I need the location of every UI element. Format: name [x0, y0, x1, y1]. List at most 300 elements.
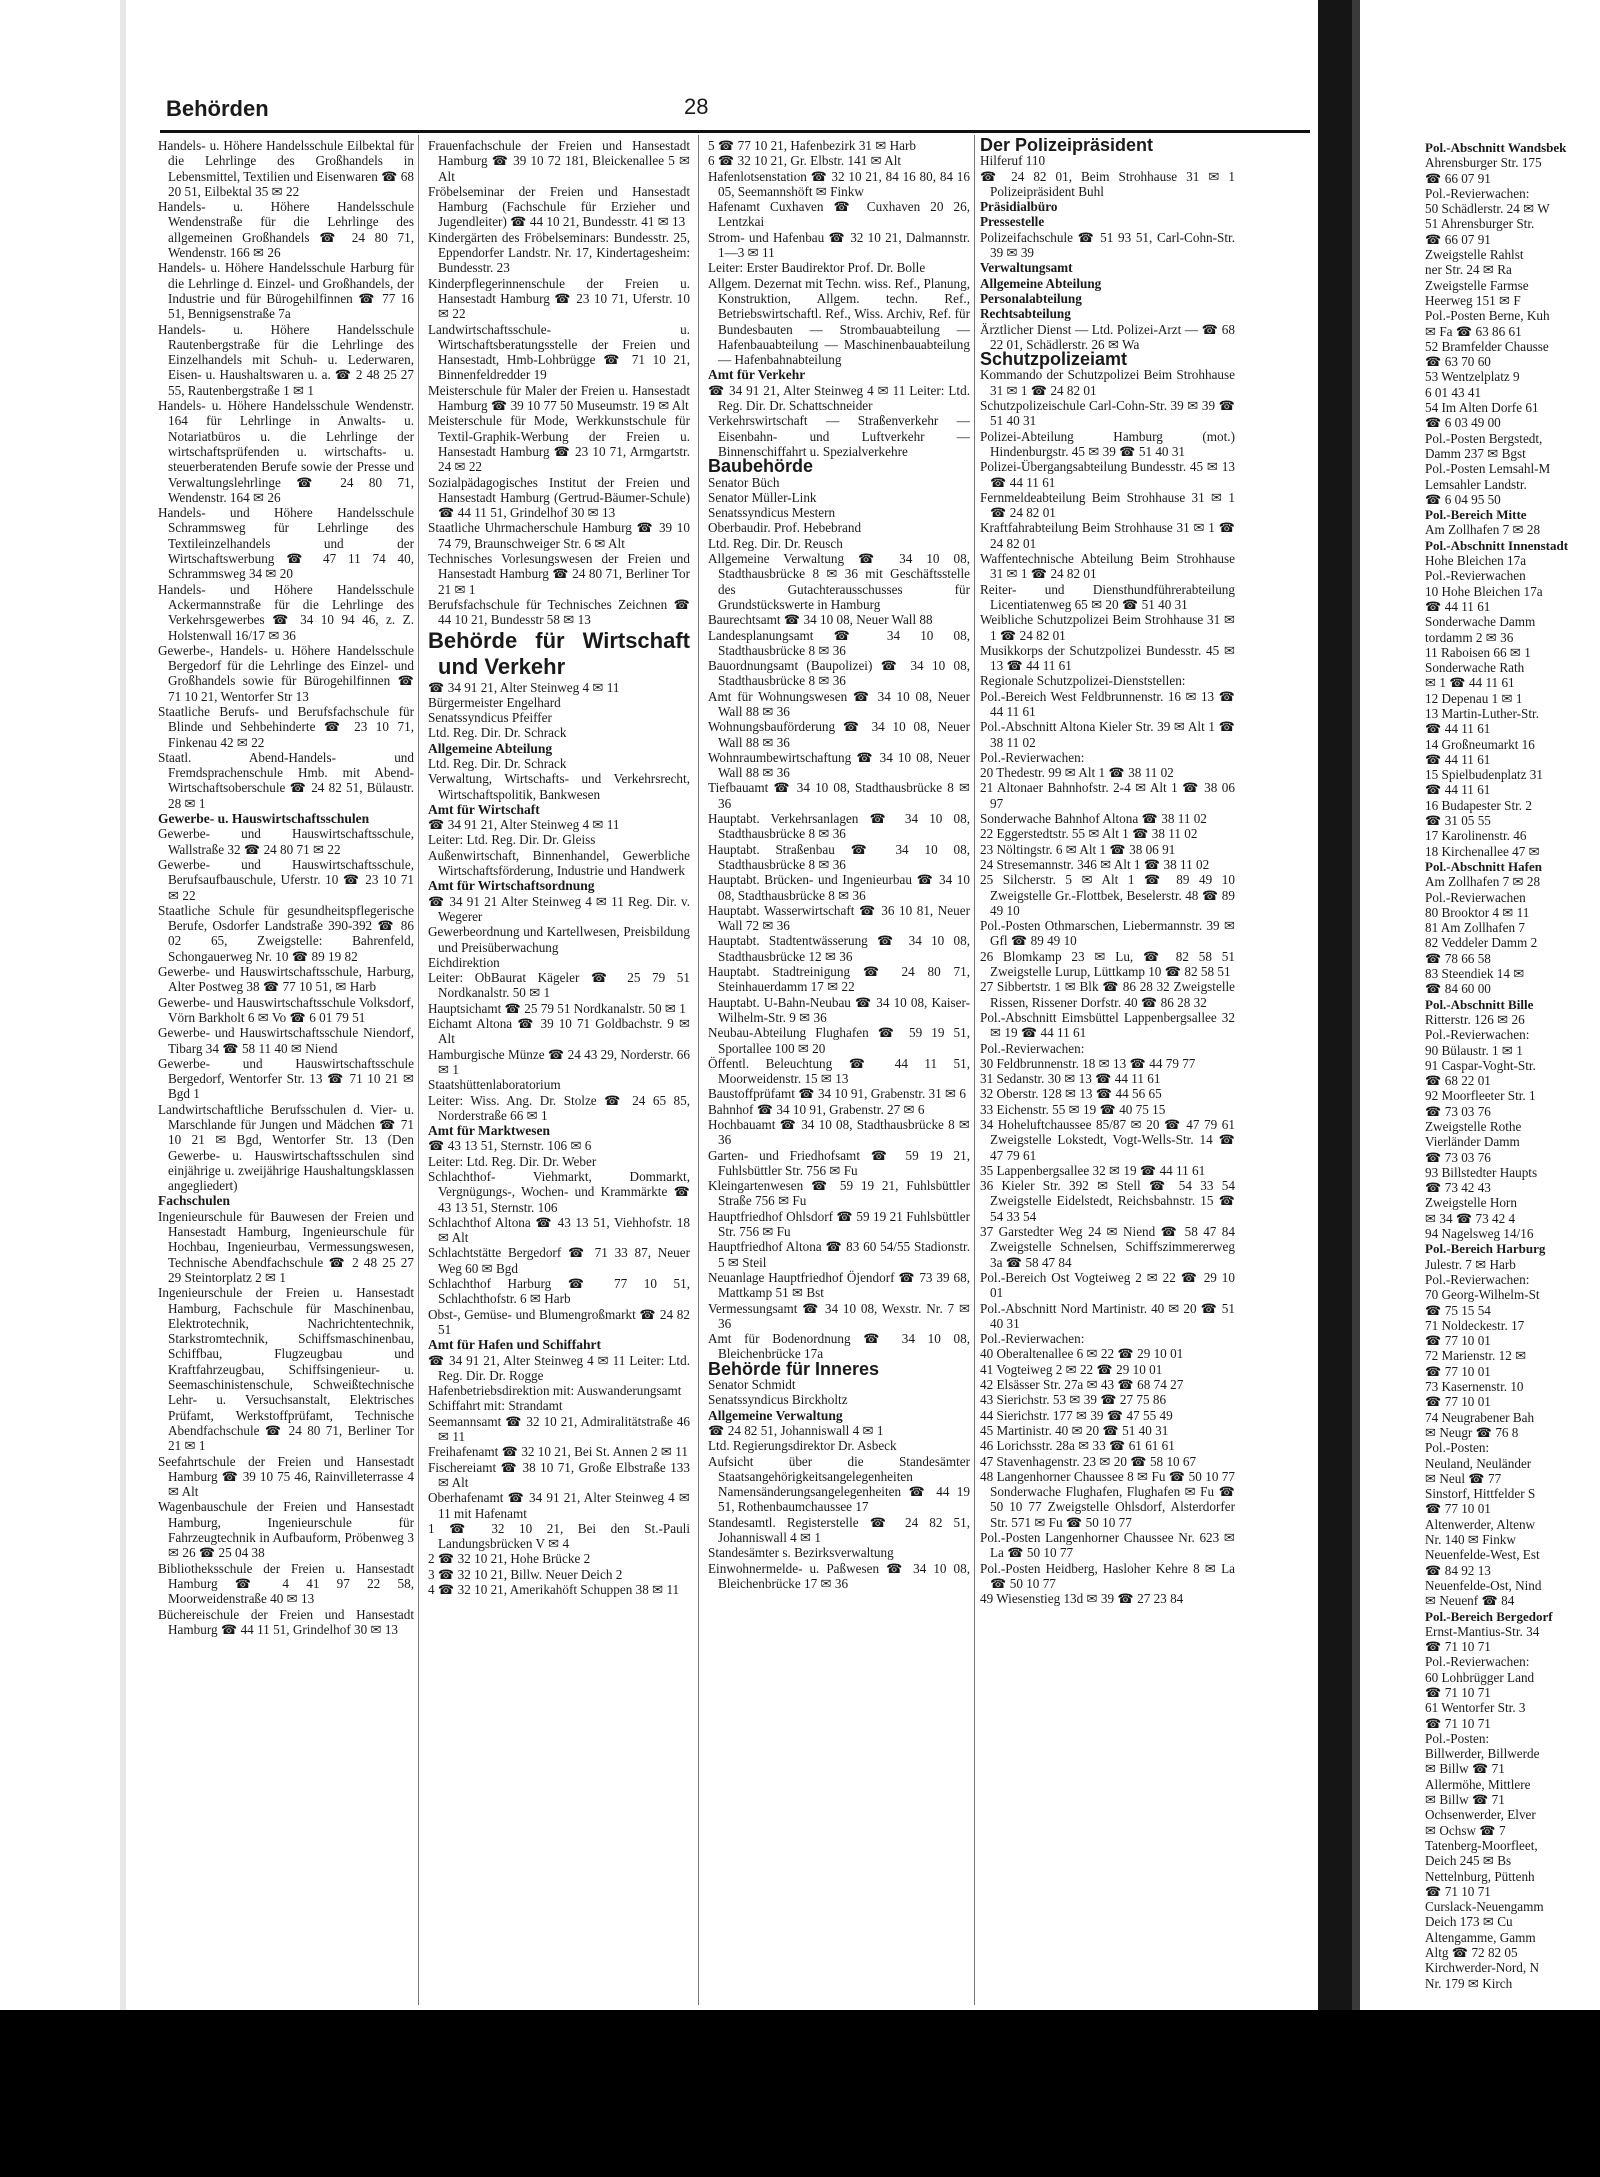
directory-entry: Pol.-Revierwachen: [980, 1331, 1085, 1347]
directory-entry: Garten- und Friedhofsamt ☎ 59 19 21, Fuhlsbüttler Str. 756 ✉ Fu [708, 1147, 970, 1178]
directory-entry: 74 Neugrabener Bah [1425, 1409, 1535, 1425]
directory-entry: Schlachthof Altona ☎ 43 13 51, Viehhofstr. 18 ✉ Alt [428, 1214, 690, 1246]
directory-entry: Gewerbe- und Hauswirtschaftsschule, Berufsaufbauschule, Uferstr. 10 ☎ 23 10 71 ✉ 22 [158, 856, 414, 903]
directory-entry: 60 Lohbrügger Land [1425, 1669, 1535, 1685]
directory-entry: 73 Kasernenstr. 10 [1425, 1379, 1524, 1395]
directory-entry: Präsidialbüro [980, 199, 1058, 215]
directory-entry: 50 Schädlerstr. 24 ✉ W [1425, 201, 1550, 217]
directory-entry: Gewerbe- und Hauswirtschaftsschule Volksdorf, Vörn Barkholt 6 ✉ Vo ☎ 6 01 79 51 [158, 994, 414, 1025]
directory-entry: Billwerder, Billwerde [1425, 1746, 1540, 1762]
directory-entry: Pol.-Abschnitt Hafen [1425, 858, 1542, 874]
directory-entry: Neuenfelde-West, Est [1425, 1547, 1540, 1563]
directory-entry: Hilferuf 110 [980, 153, 1046, 169]
directory-entry: Ingenieurschule der Freien u. Hansestadt Hamburg, Fachschule für Maschinenbau, Elektrotechnik, Nachrichtentechnik, Starkstromtechnik, Schiffsmaschinenbau, Schiffbau, Flugzeugbau und Kraftfahrzeugbau, Schiffsingenieur- u. Seemaschinistenschule, Schweißtechnische Lehr- u. Versuchsanstalt, Elektrisches Prüfamt, Werkstoffprüfamt, Technische Abendfachschule ☎ 24 80 71, Berliner Tor 21 ✉ 1 [158, 1285, 414, 1454]
directory-entry: Seefahrtschule der Freien und Hansestadt Hamburg ☎ 39 10 75 46, Rainvilleterrasse 4 ✉ Alt [158, 1453, 414, 1500]
directory-entry: Hafenamt Cuxhaven ☎ Cuxhaven 20 26, Lentzkai [708, 199, 970, 230]
directory-entry: 49 Wiesenstieg 13d ✉ 39 ☎ 27 23 84 [980, 1591, 1184, 1607]
directory-entry: Ltd. Reg. Dir. Dr. Schrack [428, 755, 567, 771]
directory-entry: 26 Blomkamp 23 ✉ Lu, ☎ 82 58 51 Zweigstelle Lurup, Lüttkamp 10 ☎ 82 58 51 [980, 948, 1235, 980]
directory-entry: ☎ 77 10 01 [1425, 1394, 1491, 1410]
directory-entry: Leiter: Ltd. Reg. Dir. Dr. Gleiss [428, 832, 596, 848]
directory-entry: Zweigstelle Rahlst [1425, 247, 1524, 263]
directory-entry: Sinstorf, Hittfelder S [1425, 1486, 1536, 1502]
directory-entry: Staatliche Uhrmacherschule Hamburg ☎ 39 10 74 79, Braunschweiger Str. 6 ✉ Alt [428, 520, 690, 551]
directory-entry: Neuanlage Hauptfriedhof Öjendorf ☎ 73 39 68, Mattkamp 51 ✉ Bst [708, 1269, 970, 1301]
directory-entry: Gewerbe- und Hauswirtschaftsschule Niendorf, Tibarg 34 ☎ 58 11 40 ✉ Niend [158, 1025, 414, 1056]
directory-entry: Ltd. Reg. Dir. Dr. Reusch [708, 535, 843, 551]
directory-entry: Handels- u. Höhere Handelsschule Harburg für die Lehrlinge d. Einzel- und Großhandels, der Industrie und für Bürogehilfinnen ☎ 77 16 51, Bennigsenstraße 7a [158, 260, 414, 322]
directory-entry: Frauenfachschule der Freien und Hansestadt Hamburg ☎ 39 10 72 181, Bleickenallee 5 ✉ Alt [428, 138, 690, 184]
directory-entry: Staatshüttenlaboratorium [428, 1077, 561, 1093]
directory-entry: Fischereiamt ☎ 38 10 71, Große Elbstraße 133 ✉ Alt [428, 1459, 690, 1490]
directory-entry: Schlachtstätte Bergedorf ☎ 71 33 87, Neuer Weg 60 ✉ Bgd [428, 1245, 690, 1276]
directory-entry: 46 Lorichsstr. 28a ✉ 33 ☎ 61 61 61 [980, 1438, 1175, 1454]
directory-entry: 71 Noldeckestr. 17 [1425, 1317, 1525, 1333]
directory-entry: Pol.-Bereich Ost Vogteiweg 2 ✉ 22 ☎ 29 10 01 [980, 1269, 1235, 1301]
directory-entry: Nettelnburg, Püttenh [1425, 1868, 1535, 1884]
section-heading: Der Polizeipräsident [980, 138, 1154, 155]
directory-entry: 94 Nagelsweg 14/16 [1425, 1226, 1534, 1242]
directory-entry: Standesamtl. Registerstelle ☎ 24 82 51, Johanniswall 4 ✉ 1 [708, 1514, 970, 1546]
directory-entry: Curslack-Neuengamm [1425, 1899, 1544, 1915]
directory-entry: 48 Langenhorner Chaussee 8 ✉ Fu ☎ 50 10 77 Sonderwache Flughafen, Flughafen ✉ Fu ☎ 50 10 77 Zweigstelle Ohlsdorf, Alsterdorfer Str. 571 ✉ Fu ☎ 50 10 77 [980, 1468, 1235, 1530]
directory-entry: Gewerbe- und Hauswirtschaftsschule, Harburg, Alter Postweg 38 ☎ 77 10 51, ✉ Harb [158, 964, 414, 995]
directory-entry: ☎ 71 10 71 [1425, 1639, 1491, 1655]
book-binding-gutter [1318, 0, 1352, 2010]
directory-entry: Hafenlotsenstation ☎ 32 10 21, 84 16 80, 84 16 05, Seemannshöft ✉ Finkw [708, 168, 970, 199]
directory-entry: ☎ 68 22 01 [1425, 1073, 1491, 1089]
directory-entry: Pol.-Abschnitt Wandsbek [1425, 140, 1567, 155]
section-heading: Baubehörde [708, 456, 814, 477]
directory-entry: 53 Wentzelplatz 9 [1425, 369, 1520, 385]
directory-entry: Tatenberg-Moorfleet, [1425, 1837, 1538, 1853]
directory-entry: 80 Brooktor 4 ✉ 11 [1425, 904, 1530, 920]
directory-entry: Büchereischule der Freien und Hansestadt Hamburg ☎ 44 11 51, Grindelhof 30 ✉ 13 [158, 1606, 414, 1637]
directory-entry: Heerweg 151 ✉ F [1425, 292, 1521, 308]
directory-entry: Pol.-Revierwachen: [980, 1040, 1085, 1056]
directory-entry: Landwirtschaftsschule- u. Wirtschaftsberatungsstelle der Freien und Hansestadt, Hmb-Lohbrügge ☎ 71 10 21, Binnenfeldredder 19 [428, 321, 690, 383]
directory-entry: Nr. 140 ✉ Finkw [1425, 1532, 1516, 1548]
directory-entry: Pressestelle [980, 214, 1045, 230]
directory-entry: Ärztlicher Dienst — Ltd. Polizei-Arzt — ☎ 68 22 01, Schädlerstr. 26 ✉ Wa [980, 321, 1235, 352]
directory-entry: Pol.-Revierwachen: [1425, 1027, 1530, 1043]
directory-entry: Musikkorps der Schutzpolizei Bundesstr. 45 ✉ 13 ☎ 44 11 61 [980, 642, 1235, 674]
directory-entry: Hauptabt. U-Bahn-Neubau ☎ 34 10 08, Kaiser-Wilhelm-Str. 9 ✉ 36 [708, 994, 970, 1025]
directory-entry: Pol.-Revierwachen: [980, 749, 1085, 765]
directory-entry: ☎ 77 10 01 [1425, 1501, 1491, 1517]
directory-entry: 12 Depenau 1 ✉ 1 [1425, 690, 1523, 706]
directory-entry: 82 Veddeler Damm 2 [1425, 935, 1538, 951]
directory-entry: Oberbaudir. Prof. Hebebrand [708, 520, 862, 536]
directory-entry: 18 Kirchenallee 47 ✉ [1425, 843, 1540, 859]
section-heading: Behörde für Wirtschaft und Verkehr [428, 627, 690, 679]
directory-entry: ☎ 24 82 01, Beim Strohhause 31 ✉ 1 Polizeipräsident Buhl [980, 168, 1235, 199]
directory-entry: Pol.-Posten Bergstedt, [1425, 430, 1543, 446]
directory-entry: Pol.-Revierwachen [1425, 889, 1526, 905]
directory-entry: Pol.-Posten Lemsahl-M [1425, 461, 1551, 477]
directory-entry: Pol.-Abschnitt Eimsbüttel Lappenbergsallee 32 ✉ 19 ☎ 44 11 61 [980, 1009, 1235, 1041]
directory-entry: Hafenbetriebsdirektion mit: Auswanderungsamt [428, 1383, 682, 1399]
directory-entry: ☎ 77 10 01 [1425, 1363, 1491, 1379]
directory-entry: Pol.-Posten Heidberg, Hasloher Kehre 8 ✉ La ☎ 50 10 77 [980, 1560, 1235, 1591]
directory-entry: Landesplanungsamt ☎ 34 10 08, Stadthausbrücke 8 ✉ 36 [708, 627, 970, 658]
directory-entry: ✉ 1 ☎ 44 11 61 [1425, 675, 1515, 691]
directory-entry: ☎ 34 91 21, Alter Steinweg 4 ✉ 11 [428, 679, 620, 695]
directory-entry: Handels- u. Höhere Handelsschule Wendenstraße für die Lehrlinge des allgemeinen Großhandels ☎ 24 80 71, Wendenstr. 166 ✉ 26 [158, 199, 414, 261]
directory-entry: Neubau-Abteilung Flughafen ☎ 59 19 51, Sportallee 100 ✉ 20 [708, 1025, 970, 1056]
directory-entry: Lemsahler Landstr. [1425, 476, 1527, 492]
directory-entry: 6 01 43 41 [1425, 384, 1482, 400]
directory-entry: Seemannsamt ☎ 32 10 21, Admiralitätstraße 46 ✉ 11 [428, 1413, 690, 1445]
directory-entry: Hauptabt. Wasserwirtschaft ☎ 36 10 81, Neuer Wall 72 ✉ 36 [708, 902, 970, 934]
directory-entry: 23 Nöltingstr. 6 ✉ Alt 1 ☎ 38 06 91 [980, 841, 1176, 857]
directory-entry: Schlachthof- Viehmarkt, Dommarkt, Vergnügungs-, Wochen- und Krammärkte ☎ 43 13 51, Sternstr. 106 [428, 1169, 690, 1215]
column-4 [980, 138, 1235, 2008]
directory-entry: ☎ 6 03 49 00 [1425, 415, 1501, 431]
directory-entry: ☎ 66 07 91 [1425, 231, 1491, 247]
directory-entry: 37 Garstedter Weg 24 ✉ Niend ☎ 58 47 84 Zweigstelle Schnelsen, Schiffszimmererweg 3a ☎ 58 47 84 [980, 1224, 1235, 1270]
directory-entry: Hamburgische Münze ☎ 24 43 29, Norderstr. 66 ✉ 1 [428, 1046, 690, 1077]
directory-entry: Sozialpädagogisches Institut der Freien und Hansestadt Hamburg (Gertrud-Bäumer-Schule) ☎ 44 11 51, Grindelhof 30 ✉ 13 [428, 474, 690, 521]
directory-entry: Einwohnermelde- u. Paßwesen ☎ 34 10 08, Bleichenbrücke 17 ✉ 36 [708, 1560, 970, 1591]
directory-entry: 35 Lappenbergsallee 32 ✉ 19 ☎ 44 11 61 [980, 1162, 1206, 1178]
directory-entry: Bahnhof ☎ 34 10 91, Grabenstr. 27 ✉ 6 [708, 1101, 925, 1117]
section-heading: Schutzpolizeiamt [980, 349, 1128, 370]
directory-entry: Kleingartenwesen ☎ 59 19 21, Fuhlsbüttler Straße 756 ✉ Fu [708, 1178, 970, 1209]
directory-entry: Senatssyndicus Pfeiffer [428, 710, 552, 726]
directory-entry: Meisterschule für Maler der Freien u. Hansestadt Hamburg ☎ 39 10 77 50 Museumstr. 19 ✉ Alt [428, 382, 690, 414]
section-heading: Gewerbe- u. Hauswirtschaftsschulen [158, 811, 370, 827]
directory-entry: Eichdirektion [428, 954, 500, 970]
directory-entry: ☎ 24 82 51, Johanniswall 4 ✉ 1 [708, 1422, 884, 1438]
directory-entry: Baurechtsamt ☎ 34 10 08, Neuer Wall 88 [708, 612, 933, 628]
directory-entry: ☎ 71 10 71 [1425, 1684, 1491, 1700]
directory-entry: 34 Hoheluftchaussee 85/87 ✉ 20 ☎ 47 79 61 Zweigstelle Lokstedt, Vogt-Wells-Str. 14 ☎ 47 79 61 [980, 1117, 1235, 1163]
column-divider [974, 135, 975, 2005]
directory-entry: Kommando der Schutzpolizei Beim Strohhause 31 ✉ 1 ☎ 24 82 01 [980, 367, 1235, 398]
directory-entry: ☎ 73 03 76 [1425, 1149, 1491, 1165]
directory-entry: Pol.-Revierwachen: [1425, 185, 1530, 201]
directory-entry: Landwirtschaftliche Berufsschulen d. Vier- u. Marschlande für Jungen und Mädchen ☎ 71 10 21 ✉ Bgd, Wentorfer Str. 13 (Den Gewerbe- u. Hauswirtschaftsschulen sind einjährige u. zweijährige Haushaltungsklassen angegliedert) [158, 1101, 414, 1194]
directory-entry: Gewerbe- und Hauswirtschaftsschule, Wallstraße 32 ☎ 24 80 71 ✉ 22 [158, 826, 414, 857]
directory-entry: Senatssyndicus Birckholtz [708, 1392, 848, 1408]
directory-entry: Baustoffprüfamt ☎ 34 10 91, Grabenstr. 31 ✉ 6 [708, 1086, 966, 1102]
directory-entry: Allgemeine Verwaltung ☎ 34 10 08, Stadthausbrücke 8 ✉ 36 mit Geschäftsstelle des Gutachterausschusses für Grundstückswerte in Hamburg [708, 551, 970, 612]
directory-entry: Verkehrswirtschaft — Straßenverkehr — Eisenbahn- und Luftverkehr — Binnenschiffahrt u. Spezialverkehre [708, 413, 970, 459]
directory-entry: Pol.-Abschnitt Altona Kieler Str. 39 ✉ Alt 1 ☎ 38 11 02 [980, 719, 1235, 750]
directory-entry: Kirchwerder-Nord, N [1425, 1960, 1539, 1976]
directory-entry: ☎ 73 42 43 [1425, 1180, 1491, 1196]
directory-entry: Obst-, Gemüse- und Blumengroßmarkt ☎ 24 82 51 [428, 1306, 690, 1337]
directory-entry: 41 Vogteiweg 2 ✉ 22 ☎ 29 10 01 [980, 1361, 1163, 1377]
page-number: 28 [684, 94, 709, 119]
directory-entry: ✉ 34 ☎ 73 42 4 [1425, 1210, 1516, 1226]
directory-entry: Am Zollhafen 7 ✉ 28 [1425, 874, 1541, 890]
directory-entry: 91 Caspar-Voght-Str. [1425, 1057, 1536, 1073]
directory-entry: Am Zollhafen 7 ✉ 28 [1425, 522, 1541, 538]
directory-entry: 27 Sibbertstr. 1 ✉ Blk ☎ 86 28 32 Zweigstelle Rissen, Rissener Dorfstr. 40 ☎ 86 28 32 [980, 979, 1235, 1010]
directory-entry: 92 Moorfleeter Str. 1 [1425, 1088, 1536, 1104]
directory-entry: Vierländer Damm [1425, 1134, 1520, 1150]
directory-entry: Rechtsabteilung [980, 306, 1071, 322]
directory-entry: Aufsicht über die Standesämter Staatsangehörigkeitsangelegenheiten Namensänderungsangelegenheiten ☎ 44 19 51, Rothenbaumchaussee 17 [708, 1453, 970, 1515]
directory-entry: Wagenbauschule der Freien und Hansestadt Hamburg, Ingenieurschule für Fahrzeugtechnik in Aufbauform, Pröbenweg 3 ✉ 26 ☎ 25 04 38 [158, 1499, 414, 1561]
directory-entry: Pol.-Revierwachen [1425, 568, 1526, 584]
directory-entry: Ltd. Regierungsdirektor Dr. Asbeck [708, 1438, 897, 1454]
directory-entry: Pol.-Bereich Mitte [1425, 507, 1527, 523]
directory-entry: 43 Sierichstr. 53 ✉ 39 ☎ 27 75 86 [980, 1392, 1167, 1408]
directory-entry: ☎ 44 11 61 [1425, 782, 1491, 798]
directory-entry: Handels- und Höhere Handelsschule Schrammsweg für Lehrlinge des Textileinzelhandels und der Wirtschaftswerbung ☎ 47 11 74 40, Schrammsweg 34 ✉ 20 [158, 505, 414, 582]
directory-entry: ✉ Ochsw ☎ 7 [1425, 1822, 1506, 1838]
directory-entry: Damm 237 ✉ Bgst [1425, 445, 1526, 461]
directory-entry: ☎ 84 60 00 [1425, 981, 1491, 997]
page-header [160, 88, 1310, 122]
column-5-next-page [1425, 140, 1600, 2010]
directory-entry: Leiter: Erster Baudirektor Prof. Dr. Bolle [708, 260, 926, 276]
directory-entry: Amt für Wohnungswesen ☎ 34 10 08, Neuer Wall 88 ✉ 36 [708, 688, 970, 719]
directory-entry: Altenwerder, Altenw [1425, 1516, 1536, 1532]
directory-entry: Neuenfelde-Ost, Nind [1425, 1577, 1542, 1593]
directory-entry: Berufsfachschule für Technisches Zeichnen ☎ 44 10 21, Bundesstr 58 ✉ 13 [428, 596, 690, 628]
directory-entry: 1 ☎ 32 10 21, Bei den St.-Pauli Landungsbrücken V ✉ 4 [428, 1520, 690, 1552]
directory-entry: Fröbelseminar der Freien und Hansestadt Hamburg (Fachschule für Erzieher und Jugendleiter) ☎ 44 10 21, Bundesstr. 41 ✉ 13 [428, 183, 690, 230]
directory-entry: 5 ☎ 77 10 21, Hafenbezirk 31 ✉ Harb [708, 138, 917, 153]
directory-entry: Hauptfriedhof Ohlsdorf ☎ 59 19 21 Fuhlsbüttler Str. 756 ✉ Fu [708, 1208, 970, 1240]
directory-entry: 16 Budapester Str. 2 [1425, 797, 1532, 813]
directory-entry: 83 Steendiek 14 ✉ [1425, 966, 1525, 982]
directory-entry: Reiter- und Diensthundführerabteilung Licentiatenweg 65 ✉ 20 ☎ 51 40 31 [980, 581, 1235, 612]
section-heading: Behörde für Inneres [708, 1358, 880, 1379]
directory-entry: 44 Sierichstr. 177 ✉ 39 ☎ 47 55 49 [980, 1407, 1173, 1423]
directory-entry: ner Str. 24 ✉ Ra [1425, 262, 1512, 278]
directory-entry: Pol.-Bereich Harburg [1425, 1241, 1546, 1257]
directory-entry: ☎ 34 91 21, Alter Steinweg 4 ✉ 11 Leiter: Ltd. Reg. Dir. Dr. Schattschneider [708, 382, 970, 414]
directory-entry: ☎ 71 10 71 [1425, 1883, 1491, 1899]
directory-entry: ☎ 66 07 91 [1425, 170, 1491, 186]
directory-entry: Schiffahrt mit: Strandamt [428, 1398, 563, 1414]
section-heading: Allgemeine Verwaltung [708, 1407, 843, 1423]
directory-entry: Vermessungsamt ☎ 34 10 08, Wexstr. Nr. 7 ✉ 36 [708, 1300, 970, 1331]
directory-entry: Bauordnungsamt (Baupolizei) ☎ 34 10 08, Stadthausbrücke 8 ✉ 36 [708, 658, 970, 689]
directory-entry: Neuland, Neuländer [1425, 1455, 1532, 1471]
directory-entry: 33 Eichenstr. 55 ✉ 19 ☎ 40 75 15 [980, 1101, 1166, 1117]
directory-entry: 11 Raboisen 66 ✉ 1 [1425, 644, 1531, 660]
directory-entry: Hauptabt. Straßenbau ☎ 34 10 08, Stadthausbrücke 8 ✉ 36 [708, 841, 970, 872]
directory-entry: Pol.-Abschnitt Innenstadt [1425, 537, 1569, 553]
directory-entry: Weibliche Schutzpolizei Beim Strohhause 31 ✉ 1 ☎ 24 82 01 [980, 612, 1235, 643]
column-3 [708, 138, 970, 2008]
directory-entry: Oberhafenamt ☎ 34 91 21, Alter Steinweg 4 ✉ 11 mit Hafenamt [428, 1490, 690, 1521]
directory-entry: Pol.-Abschnitt Bille [1425, 996, 1534, 1012]
directory-entry: Verwaltung, Wirtschafts- und Verkehrsrecht, Wirtschaftspolitik, Bankwesen [428, 771, 690, 802]
scan-bottom-border [0, 2010, 1600, 2177]
directory-entry: Handels- und Höhere Handelsschule Ackermannstraße für die Lehrlinge des Verkehrsgewerbes ☎ 34 10 94 46, z. Z. Holstenwall 16/17 ✉ 36 [158, 581, 414, 643]
directory-entry: Fernmeldeabteilung Beim Strohhause 31 ✉ 1 ☎ 24 82 01 [980, 489, 1235, 521]
directory-entry: ☎ 31 05 55 [1425, 813, 1491, 829]
directory-entry: 4 ☎ 32 10 21, Amerikahöft Schuppen 38 ✉ 11 [428, 1582, 680, 1598]
directory-entry: Kindergärten des Fröbelseminars: Bundesstr. 25, Eppendorfer Landstr. Nr. 17, Kindertagesheim: Bundesstr. 23 [428, 229, 690, 276]
directory-entry: 25 Silcherstr. 5 ✉ Alt 1 ☎ 89 49 10 Zweigstelle Gr.-Flottbek, Beselerstr. 48 ☎ 89 49 10 [980, 872, 1235, 918]
column-2 [428, 138, 690, 2008]
directory-entry: ☎ 63 70 60 [1425, 354, 1491, 370]
directory-entry: Pol.-Posten Othmarschen, Liebermannstr. 39 ✉ Gfl ☎ 89 49 10 [980, 918, 1235, 949]
directory-entry: Bürgermeister Engelhard [428, 694, 561, 710]
directory-entry: Zweigstelle Rothe [1425, 1119, 1522, 1134]
directory-entry: 31 Sedanstr. 30 ✉ 13 ☎ 44 11 61 [980, 1071, 1161, 1087]
directory-entry: 72 Marienstr. 12 ✉ [1425, 1348, 1527, 1364]
directory-entry: ☎ 6 04 95 50 [1425, 491, 1501, 507]
directory-entry: Handels- u. Höhere Handelsschule Wendenstr. 164 für Lehrlinge in Anwalts- u. Notariatbüros u. die Lehrlinge der wirtschaftsprüfenden u. wirtschafts- u. steuerberatenden Berufe sowie der Presse und Verwaltungslehrlinge ☎ 24 80 71, Wendenstr. 164 ✉ 26 [158, 398, 414, 505]
directory-entry: Handels- u. Höhere Handelsschule Rautenbergstraße für die Lehrlinge des Einzelhandels mit Schuh- u. Lederwaren, Eisen- u. Haushaltswaren u. a. ☎ 2 48 25 27 55, Rautenbergstraße 1 ✉ 1 [158, 321, 414, 398]
directory-entry: Handels- u. Höhere Handelsschule Eilbektal für die Lehrlinge des Großhandels in Lebensmittel, Textilien und Eisenwaren ☎ 68 20 51, Eilbektal 35 ✉ 22 [158, 138, 414, 199]
directory-entry: ☎ 77 10 01 [1425, 1333, 1491, 1349]
directory-entry: Pol.-Bereich West Feldbrunnenstr. 16 ✉ 13 ☎ 44 11 61 [980, 688, 1235, 719]
directory-entry: 51 Ahrensburger Str. [1425, 216, 1535, 232]
directory-entry: Hauptabt. Brücken- und Ingenieurbau ☎ 34 10 08, Stadthausbrücke 8 ✉ 36 [708, 872, 970, 903]
header-rule [160, 130, 1310, 133]
directory-entry: Bibliotheksschule der Freien u. Hansestadt Hamburg ☎ 4 41 97 22 58, Moorweidenstraße 40 ✉ 13 [158, 1560, 414, 1607]
scan-left-margin-shadow [120, 0, 126, 2177]
directory-entry: Ingenieurschule für Bauwesen der Freien und Hansestadt Hamburg, Ingenieurschule für Hochbau, Ingenieurbau, Vermessungswesen, Technische Abendfachschule ☎ 2 48 25 27 29 Steintorplatz 2 ✉ 1 [158, 1208, 414, 1285]
directory-entry: 3 ☎ 32 10 21, Billw. Neuer Deich 2 [428, 1566, 623, 1582]
directory-entry: Meisterschule für Mode, Werkkunstschule für Textil-Graphik-Werbung der Freien u. Hansestadt Hamburg ☎ 23 10 71, Armgartstr. 24 ✉ 22 [428, 413, 690, 475]
directory-entry: Polizei-Abteilung Hamburg (mot.) Hindenburgstr. 45 ✉ 39 ☎ 51 40 31 [980, 428, 1235, 459]
directory-entry: 20 Thedestr. 99 ✉ Alt 1 ☎ 38 11 02 [980, 765, 1174, 781]
directory-entry: 81 Am Zollhafen 7 [1425, 920, 1525, 936]
directory-entry: Gewerbe- und Hauswirtschaftsschule Bergedorf, Wentorfer Str. 13 ☎ 71 10 21 ✉ Bgd 1 [158, 1055, 414, 1102]
directory-entry: Hohe Bleichen 17a [1425, 553, 1527, 569]
directory-entry: 32 Oberstr. 128 ✉ 13 ☎ 44 56 65 [980, 1086, 1162, 1102]
directory-entry: Technisches Vorlesungswesen der Freien und Hansestadt Hamburg ☎ 24 80 71, Berliner Tor 21 ✉ 1 [428, 551, 690, 597]
directory-entry: ☎ 84 92 13 [1425, 1562, 1491, 1578]
book-binding-edge [1352, 0, 1360, 2010]
directory-entry: ✉ Billw ☎ 71 [1425, 1792, 1505, 1808]
directory-entry: Zweigstelle Horn [1425, 1195, 1517, 1211]
section-heading: Amt für Wirtschaft [428, 801, 540, 817]
directory-entry: Pol.-Posten Berne, Kuh [1425, 308, 1550, 324]
directory-entry: 30 Feldbrunnenstr. 18 ✉ 13 ☎ 44 79 77 [980, 1055, 1196, 1071]
directory-entry: Ahrensburger Str. 175 [1425, 155, 1542, 171]
directory-entry: ☎ 73 03 76 [1425, 1103, 1491, 1119]
directory-entry: 90 Bülaustr. 1 ✉ 1 [1425, 1042, 1523, 1058]
directory-entry: tordamm 2 ✉ 36 [1425, 629, 1514, 645]
section-title: Behörden [166, 96, 269, 121]
directory-entry: Staatliche Schule für gesundheitspflegerische Berufe, Osdorfer Landstraße 390-392 ☎ 86 02 65, Zweigstelle: Bahrenfeld, Schongauerweg Nr. 10 ☎ 89 19 82 [158, 902, 414, 964]
directory-entry: Pol.-Revierwachen: [1425, 1271, 1530, 1287]
directory-entry: 70 Georg-Wilhelm-St [1425, 1287, 1540, 1303]
directory-entry: 17 Karolinenstr. 46 [1425, 828, 1527, 844]
directory-entry: Außenwirtschaft, Binnenhandel, Gewerbliche Wirtschaftsförderung, Industrie und Handwerk [428, 847, 690, 879]
directory-entry: Hauptabt. Stadtentwässerung ☎ 34 10 08, Stadthausbrücke 12 ✉ 36 [708, 933, 970, 964]
section-heading: Amt für Marktwesen [428, 1123, 550, 1139]
directory-entry: Wohnraumbewirtschaftung ☎ 34 10 08, Neuer Wall 88 ✉ 36 [708, 749, 970, 781]
directory-entry: Altengamme, Gamm [1425, 1929, 1536, 1945]
directory-entry: Senator Müller-Link [708, 489, 817, 505]
directory-entry: 36 Kieler Str. 392 ✉ Stell ☎ 54 33 54 Zweigstelle Eidelstedt, Reichsbahnstr. 15 ☎ 54 33 54 [980, 1178, 1235, 1224]
directory-entry: 13 Martin-Luther-Str. [1425, 705, 1540, 721]
directory-entry: ☎ 34 91 21, Alter Steinweg 4 ✉ 11 [428, 817, 620, 833]
directory-entry: ☎ 44 11 61 [1425, 721, 1491, 737]
directory-entry: ☎ 34 91 21, Alter Steinweg 4 ✉ 11 Leiter: Ltd. Reg. Dir. Dr. Rogge [428, 1352, 690, 1383]
directory-entry: Sonderwache Rath [1425, 660, 1525, 676]
directory-entry: Allgemeine Abteilung [980, 275, 1102, 291]
directory-entry: Senator Büch [708, 474, 780, 490]
column-divider [698, 135, 699, 2005]
directory-entry: Senatssyndicus Mestern [708, 505, 836, 521]
directory-entry: 24 Stresemannstr. 346 ✉ Alt 1 ☎ 38 11 02 [980, 856, 1210, 872]
directory-entry: Amt für Bodenordnung ☎ 34 10 08, Bleichenbrücke 17a [708, 1331, 970, 1362]
directory-entry: Allgem. Dezernat mit Techn. wiss. Ref., Planung, Konstruktion, Allgem. techn. Ref., Betriebswirtschaftl. Ref., Wiss. Archiv, Ref. für Bundesbauten — Strombauabteilung — Hafenbauabteilung — Maschinenbauabteilung — Hafenbahnabteilung [708, 275, 970, 368]
directory-entry: Polizeifachschule ☎ 51 93 51, Carl-Cohn-Str. 39 ✉ 39 [980, 229, 1235, 261]
directory-entry: Sonderwache Bahnhof Altona ☎ 38 11 02 [980, 811, 1207, 827]
directory-entry: Pol.-Posten: [1425, 1730, 1490, 1746]
directory-entry: Altg ☎ 72 82 05 [1425, 1945, 1518, 1961]
directory-entry: Öffentl. Beleuchtung ☎ 44 11 51, Moorweidenstr. 15 ✉ 13 [708, 1055, 970, 1087]
directory-entry: Standesämter s. Bezirksverwaltung [708, 1545, 894, 1561]
section-heading: Allgemeine Abteilung [428, 740, 553, 756]
directory-entry: Leiter: Ltd. Reg. Dir. Dr. Weber [428, 1153, 597, 1169]
directory-entry: Gewerbe-, Handels- u. Höhere Handelsschule Bergedorf für die Lehrlinge des Einzel- und Großhandels sowie für Bürogehilfinnen ☎ 71 10 21, Wentorfer Str 13 [158, 642, 414, 704]
directory-entry: Zweigstelle Farmse [1425, 277, 1529, 293]
directory-entry: Deich 245 ✉ Bs [1425, 1853, 1512, 1869]
directory-entry: 14 Großneumarkt 16 [1425, 736, 1535, 752]
directory-entry: Deich 173 ✉ Cu [1425, 1914, 1513, 1930]
directory-entry: Ltd. Reg. Dir. Dr. Schrack [428, 725, 567, 741]
directory-entry: Leiter: ObBaurat Kägeler ☎ 25 79 51 Nordkanalstr. 50 ✉ 1 [428, 970, 690, 1001]
section-heading: Amt für Hafen und Schiffahrt [428, 1337, 602, 1353]
directory-entry: 21 Altonaer Bahnhofstr. 2-4 ✉ Alt 1 ☎ 38 06 97 [980, 780, 1235, 811]
directory-entry: Tiefbauamt ☎ 34 10 08, Stadthausbrücke 8 ✉ 36 [708, 780, 970, 811]
directory-entry: Gewerbeordnung und Kartellwesen, Preisbildung und Preisüberwachung [428, 924, 690, 955]
directory-entry: ☎ 44 11 61 [1425, 598, 1491, 614]
directory-entry: 6 ☎ 32 10 21, Gr. Elbstr. 141 ✉ Alt [708, 153, 902, 169]
directory-entry: 40 Oberaltenallee 6 ✉ 22 ☎ 29 10 01 [980, 1346, 1184, 1362]
directory-entry: Eichamt Altona ☎ 39 10 71 Goldbachstr. 9 ✉ Alt [428, 1016, 690, 1047]
directory-entry: Staatliche Berufs- und Berufsfachschule für Blinde und Sehbehinderte ☎ 23 10 71, Finkenau 42 ✉ 22 [158, 703, 414, 750]
directory-entry: Verwaltungsamt [980, 260, 1073, 276]
directory-entry: Hauptabt. Stadtreinigung ☎ 24 80 71, Steinhauerdamm 17 ✉ 22 [708, 964, 970, 995]
column-1 [158, 138, 414, 2008]
directory-entry: Kraftfahrabteilung Beim Strohhause 31 ✉ 1 ☎ 24 82 01 [980, 520, 1235, 551]
directory-entry: Personalabteilung [980, 290, 1082, 306]
directory-entry: ☎ 71 10 71 [1425, 1715, 1491, 1731]
directory-entry: Wohnungsbauförderung ☎ 34 10 08, Neuer Wall 88 ✉ 36 [708, 719, 970, 750]
directory-entry: ✉ Billw ☎ 71 [1425, 1761, 1505, 1777]
directory-entry: Senator Schmidt [708, 1377, 796, 1393]
directory-entry: Staatl. Abend-Handels- und Fremdsprachenschule Hmb. mit Abend-Wirtschaftsoberschule ☎ 24 82 51, Bülaustr. 28 ✉ 1 [158, 749, 414, 811]
directory-entry: 2 ☎ 32 10 21, Hohe Brücke 2 [428, 1551, 591, 1567]
directory-entry: 42 Elsässer Str. 27a ✉ 43 ☎ 68 74 27 [980, 1377, 1184, 1393]
directory-entry: Ochsenwerder, Elver [1425, 1807, 1536, 1823]
directory-entry: Leiter: Wiss. Ang. Dr. Stolze ☎ 24 65 85, Norderstraße 66 ✉ 1 [428, 1092, 690, 1123]
directory-entry: ✉ Neugr ☎ 76 8 [1425, 1424, 1519, 1440]
directory-entry: Waffentechnische Abteilung Beim Strohhause 31 ✉ 1 ☎ 24 82 01 [980, 551, 1235, 582]
directory-entry: 15 Spielbudenplatz 31 [1425, 767, 1543, 783]
directory-entry: Hauptsichamt ☎ 25 79 51 Nordkanalstr. 50 ✉ 1 [428, 1000, 686, 1016]
directory-entry: ☎ 34 91 21 Alter Steinweg 4 ✉ 11 Reg. Dir. v. Wegerer [428, 893, 690, 924]
directory-entry: Sonderwache Damm [1425, 614, 1536, 630]
directory-entry: Schutzpolizeischule Carl-Cohn-Str. 39 ✉ 39 ☎ 51 40 31 [980, 398, 1235, 429]
directory-entry: Regionale Schutzpolizei-Dienststellen: [980, 673, 1186, 689]
directory-entry: ✉ Neuenf ☎ 84 [1425, 1593, 1515, 1609]
directory-entry: Hauptfriedhof Altona ☎ 83 60 54/55 Stadionstr. 5 ✉ Steil [708, 1239, 970, 1270]
directory-entry: Allermöhe, Mittlere [1425, 1776, 1531, 1792]
directory-entry: Hochbauamt ☎ 34 10 08, Stadthausbrücke 8 ✉ 36 [708, 1117, 970, 1148]
section-heading: Amt für Wirtschaftsordnung [428, 878, 595, 894]
directory-entry: ☎ 43 13 51, Sternstr. 106 ✉ 6 [428, 1138, 592, 1154]
directory-entry: 54 Im Alten Dorfe 61 [1425, 400, 1539, 416]
